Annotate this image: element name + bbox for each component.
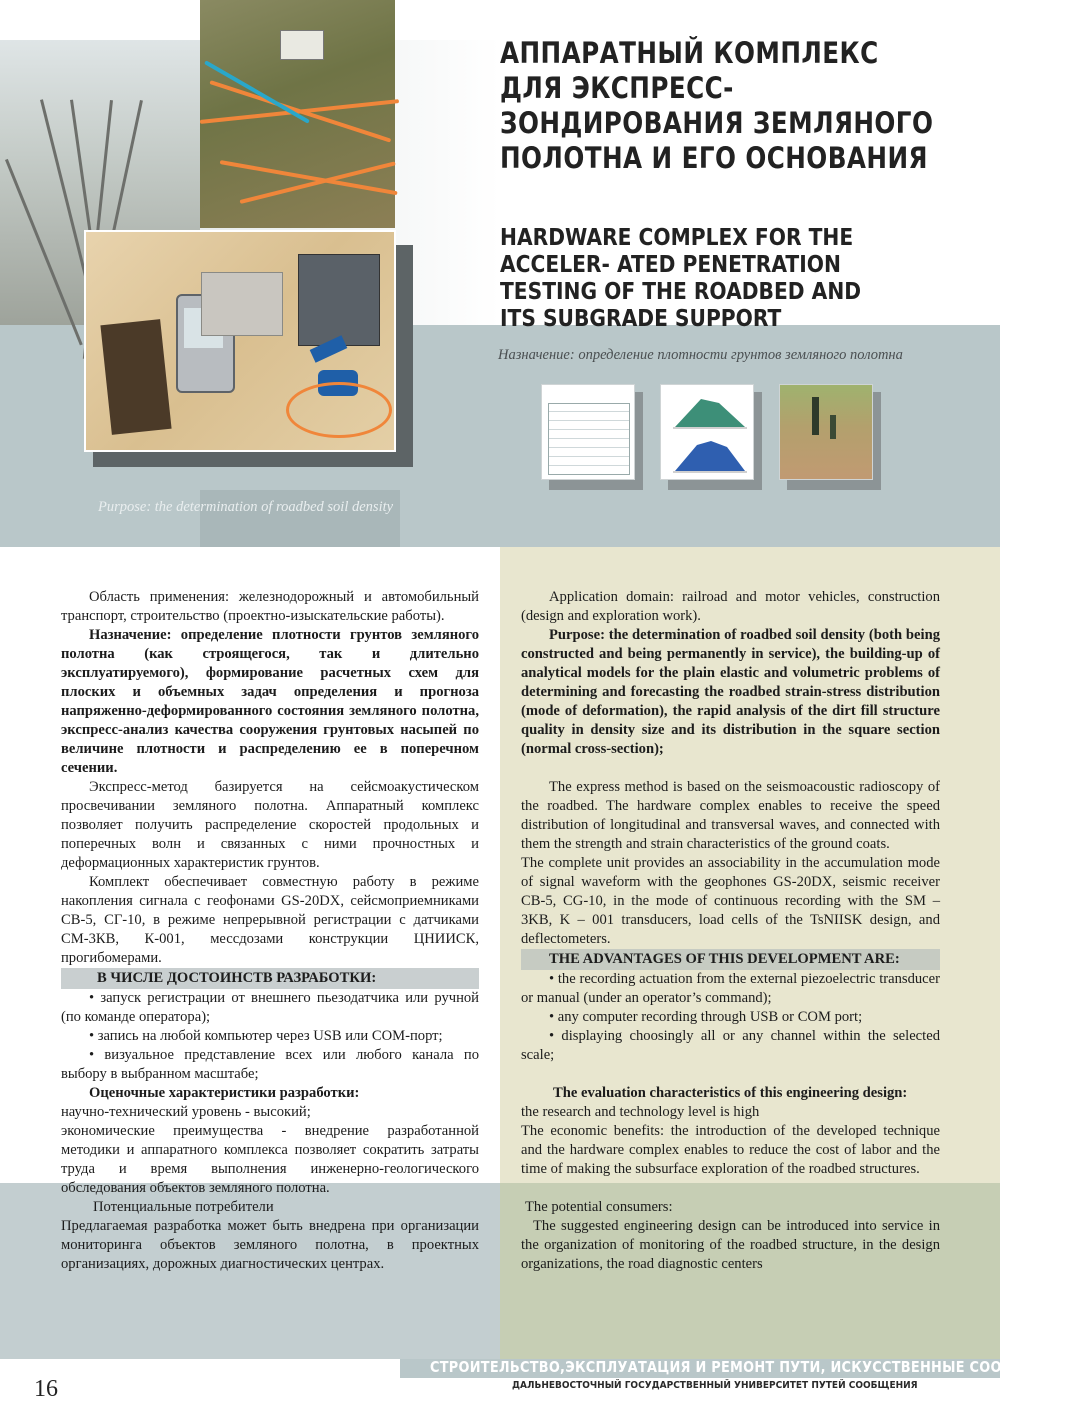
consumers-heading: Потенциальные потребители [93, 1199, 274, 1215]
paragraph-purpose: Назначение: определение плотности грунтов земляного полотна (как строящегося, так и длительно эксплуатируемого), формирование расчетных схем для плоских и объемных задач определения и прогноза напряженно-деформированного состояния земляного полотна, экспресс-анализ качества сооружения грунтовых насыпей по величине плотности и распределению ее в поперечном сечении. [61, 627, 479, 776]
evaluation-benefits: The economic benefits: the introduction of the developed technique and the hardware complex enables to reduce the cost of labor and the time of making the subsurface exploration of the roadbed structures. [521, 1123, 940, 1177]
consumers-text: The suggested engineering design can be introduced into service in the organization of monitoring of the roadbed structure, in the design organizations, the road diagnostic centers [521, 1218, 940, 1272]
right-column-en [521, 588, 940, 1274]
purpose-caption-en: Purpose: the determination of roadbed soil density [98, 499, 394, 515]
density-plots-thumbnail [660, 384, 754, 480]
bullet-item: • displaying choosingly all or any channel within the selected scale; [521, 1028, 940, 1063]
bullet-item: • the recording actuation from the external piezoelectric transducer or manual (under an operator’s command); [521, 971, 940, 1006]
device-photo [84, 230, 396, 452]
consumers-text: Предлагаемая разработка может быть внедрена при организации мониторинга объектов земляного полотна, в проектных организациях, дорожных диагностических центрах. [61, 1218, 479, 1272]
evaluation-heading: Оценочные характеристики разработки: [89, 1085, 360, 1101]
paragraph: The express method is based on the seismoacoustic radioscopy of the roadbed. The hardware complex enables to receive the speed distribution of longitudinal and transversal waves, and connected with them the strength and strain characteristics of the ground coats. [521, 779, 940, 852]
page-number: 16 [34, 1376, 58, 1402]
footer-section-title: СТРОИТЕЛЬСТВО,ЭКСПЛУАТАЦИЯ И РЕМОНТ ПУТИ, ИСКУССТВЕННЫЕ СООРУЖЕНИЯ [430, 1358, 1079, 1376]
footer-university: ДАЛЬНЕВОСТОЧНЫЙ ГОСУДАРСТВЕННЫЙ УНИВЕРСИТЕТ ПУТЕЙ СООБЩЕНИЯ [512, 1380, 918, 1391]
bullet-item: • запуск регистрации от внешнего пьезодатчика или ручной (по команде оператора); [61, 990, 479, 1025]
advantages-heading: В ЧИСЛЕ ДОСТОИНСТВ РАЗРАБОТКИ: [61, 968, 479, 989]
paragraph: Область применения: железнодорожный и автомобильный транспорт, строительство (проектно-изыскательские работы). [61, 589, 479, 624]
field-work-photo-thumbnail [779, 384, 873, 480]
cables-photo [200, 0, 395, 228]
evaluation-heading: The evaluation characteristics of this engineering design: [553, 1085, 908, 1101]
evaluation-level: научно-технический уровень - высокий; [61, 1104, 311, 1120]
consumers-heading: The potential consumers: [525, 1199, 673, 1215]
paragraph-purpose: Purpose: the determination of roadbed soil density (both being constructed and being permanently in service), the building-up of analytical models for the plain elastic and volumetric problems of determining and forecasting the roadbed strain-stress distribution (mode of deformation), the rapid analysis of the dirt fill structure quality in density size and its distribution in the square section (normal cross-section); [521, 627, 940, 757]
paragraph: Экспресс-метод базируется на сейсмоакустическом просвечивании земляного полотна. Аппаратный комплекс позволяет получить распределение скоростей продольных и поперечных волн и связанных с ними прочностных и деформационных характеристик грунтов. [61, 779, 479, 871]
left-column-ru [61, 588, 479, 1274]
page-title-ru: АППАРАТНЫЙ КОМПЛЕКС ДЛЯ ЭКСПРЕСС-ЗОНДИРОВАНИЯ ЗЕМЛЯНОГО ПОЛОТНА И ЕГО ОСНОВАНИЯ [500, 36, 934, 175]
software-screenshot-thumbnail [541, 384, 635, 480]
paragraph: Application domain: railroad and motor vehicles, construction (design and exploration work). [521, 589, 940, 624]
evaluation-benefits: экономические преимущества - внедрение разработанной методики и аппаратного комплекса позволяет сократить затраты труда и время выполнения инженерно-геологического обследования объектов земляного полотна. [61, 1123, 479, 1196]
paragraph: Комплект обеспечивает совместную работу в режиме накопления сигнала с геофонами GS-20DX, сейсмоприемниками СВ-5, СГ-10, в режиме непрерывной регистрации с датчиками СМ-3КВ, К-001, мессдозами конструкции ЦНИИСК, прогибомерами. [61, 874, 479, 966]
paragraph: The complete unit provides an associability in the accumulation mode of signal waveform with the geophones GS-20DX, seismic receiver CB-5, CG-10, in the mode of continuous recording with the SM – 3KB, K – 001 transducers, load cells of the TsNIISK design, and deflectometers. [521, 855, 940, 947]
bullet-item: • any computer recording through USB or COM port; [549, 1009, 863, 1025]
page-title-en: HARDWARE COMPLEX FOR THE ACCELER- ATED PENETRATION TESTING OF THE ROADBED AND ITS SUBGRADE SUPPORT [500, 225, 862, 332]
bullet-item: • визуальное представление всех или любого канала по выбору в выбранном масштабе; [61, 1047, 479, 1082]
advantages-heading: THE ADVANTAGES OF THIS DEVELOPMENT ARE: [521, 949, 940, 970]
purpose-caption-ru: Назначение: определение плотности грунтов земляного полотна [498, 347, 903, 363]
evaluation-level: the research and technology level is high [521, 1104, 760, 1120]
bullet-item: • запись на любой компьютер через USB или COM-порт; [89, 1028, 443, 1044]
